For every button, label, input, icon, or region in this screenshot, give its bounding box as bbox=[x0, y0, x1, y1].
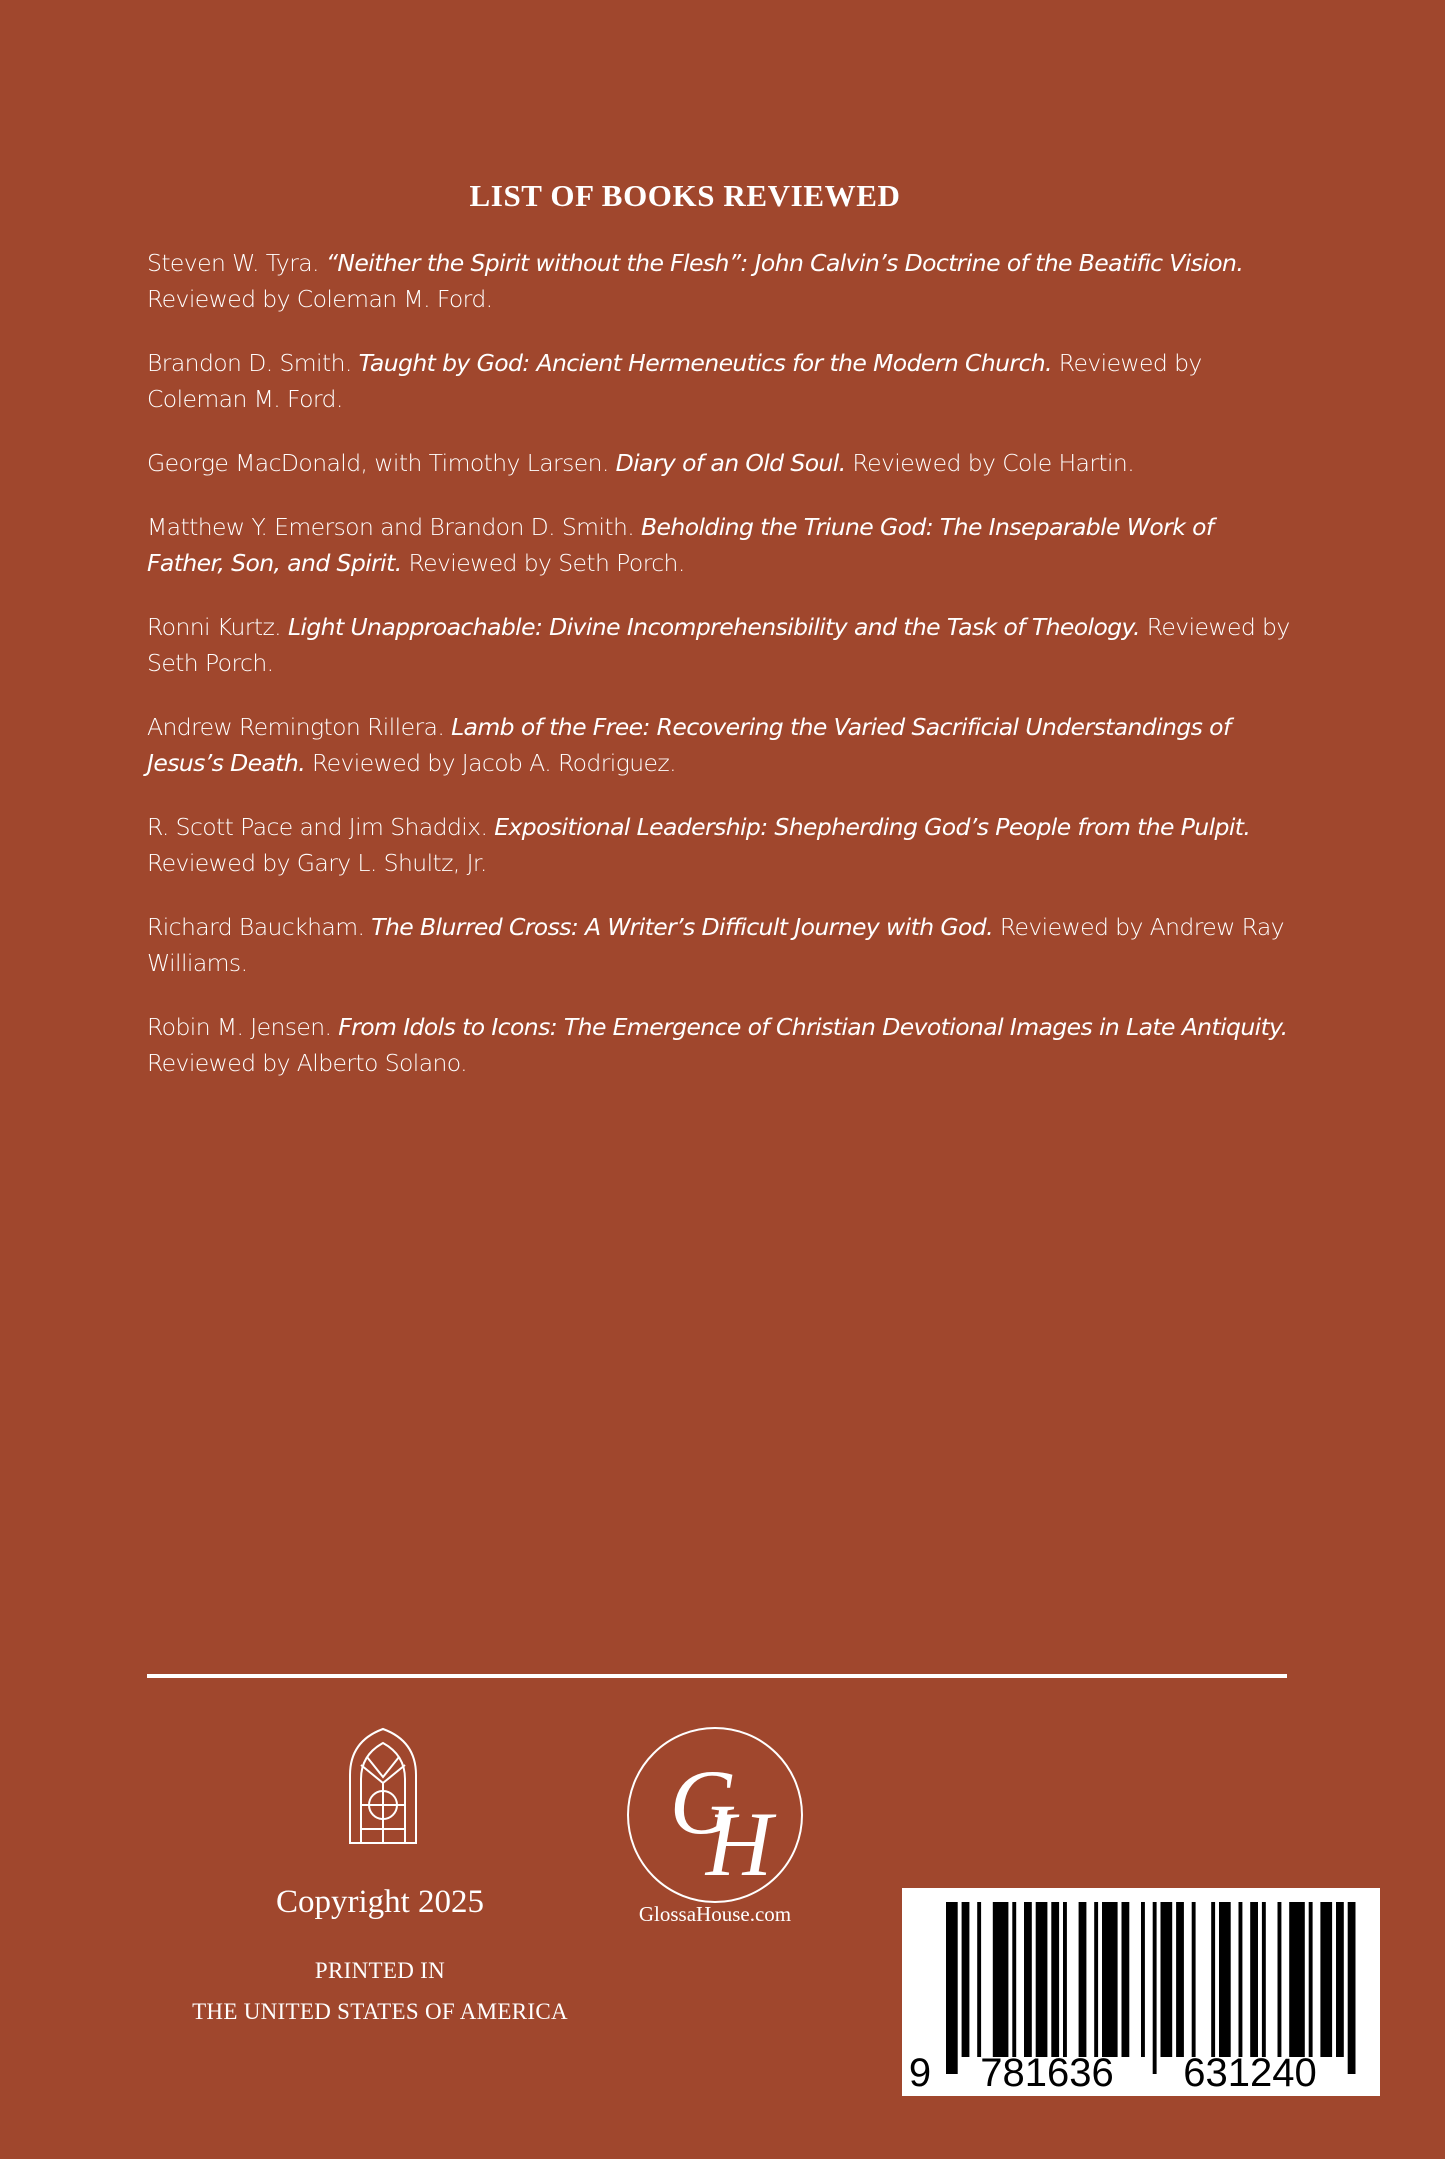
barcode-digits: 631240 bbox=[1183, 2051, 1317, 2095]
review-title: Expositional Leadership: Shepherding God’s People from the Pulpit. bbox=[494, 813, 1251, 841]
review-author: Brandon D. Smith. bbox=[147, 349, 359, 377]
barcode bbox=[902, 1888, 1380, 2096]
review-reviewer: Reviewed by Gary L. Shultz, Jr. bbox=[147, 849, 487, 877]
printed-line-2: THE UNITED STATES OF AMERICA bbox=[192, 1999, 568, 2024]
review-title: Lamb of the Free: Recovering the Varied Sacrificial Understandings of Jesus’s Death. bbox=[147, 713, 1231, 777]
glossahouse-logo bbox=[627, 1727, 803, 1903]
review-reviewer: Reviewed by Andrew Ray Williams. bbox=[147, 913, 1284, 977]
review-author: Steven W. Tyra. bbox=[147, 249, 326, 277]
printed-in-text bbox=[140, 1950, 620, 2032]
logo-letter-g: G bbox=[669, 1751, 737, 1853]
barcode-bar bbox=[1079, 1902, 1087, 2057]
review-title: “Neither the Spirit without the Flesh”: John Calvin’s Doctrine of the Beatific Vision. bbox=[325, 249, 1244, 277]
barcode-bar bbox=[993, 1902, 1009, 2057]
barcode-bar bbox=[1153, 1902, 1157, 2074]
barcode-bar bbox=[1192, 1902, 1196, 2057]
barcode-bar bbox=[1094, 1902, 1098, 2057]
review-reviewer: Reviewed by Alberto Solano. bbox=[147, 1049, 468, 1077]
website-link[interactable]: GlossaHouse.com bbox=[638, 1902, 792, 1926]
barcode-bar bbox=[977, 1902, 981, 2057]
barcode-bar bbox=[1063, 1902, 1067, 2057]
review-entry bbox=[147, 509, 1295, 581]
barcode-bar bbox=[1122, 1902, 1130, 2057]
logo-letter-h: H bbox=[705, 1793, 773, 1895]
review-entry bbox=[147, 445, 1295, 481]
barcode-bar bbox=[1161, 1902, 1173, 2057]
divider-rule bbox=[147, 1674, 1287, 1678]
isbn-barcode bbox=[902, 1888, 1380, 2096]
barcode-bar bbox=[1141, 1902, 1145, 2057]
review-author: Robin M. Jensen. bbox=[147, 1013, 339, 1041]
barcode-bar bbox=[1012, 1902, 1016, 2057]
barcode-bar bbox=[1320, 1902, 1332, 2057]
review-title: The Blurred Cross: A Writer’s Difficult Journey with God. bbox=[371, 913, 993, 941]
review-author: R. Scott Pace and Jim Shaddix. bbox=[147, 813, 495, 841]
review-entry bbox=[147, 1009, 1295, 1081]
review-author: Matthew Y. Emerson and Brandon D. Smith. bbox=[147, 513, 642, 541]
barcode-bar bbox=[946, 1902, 958, 2074]
barcode-bar bbox=[1289, 1902, 1305, 2057]
copyright-text: Copyright 2025 bbox=[275, 1884, 485, 1920]
review-entry bbox=[147, 609, 1295, 681]
church-window-icon bbox=[347, 1727, 419, 1845]
review-author: George MacDonald, with Timothy Larsen. bbox=[147, 449, 616, 477]
review-entry bbox=[147, 245, 1295, 317]
reviews-list bbox=[147, 245, 1295, 1109]
review-reviewer: Reviewed by Seth Porch. bbox=[401, 549, 685, 577]
section-heading: LIST OF BOOKS REVIEWED bbox=[469, 178, 901, 213]
barcode-bar bbox=[1239, 1902, 1243, 2057]
barcode-digits: 9 bbox=[908, 2051, 932, 2095]
review-entry bbox=[147, 809, 1295, 881]
review-entry bbox=[147, 909, 1295, 981]
barcode-bar bbox=[1278, 1902, 1282, 2057]
review-title: Taught by God: Ancient Hermeneutics for the Modern Church. bbox=[358, 349, 1052, 377]
barcode-bar bbox=[1036, 1902, 1048, 2057]
gh-monogram bbox=[629, 1729, 805, 1905]
review-author: Andrew Remington Rillera. bbox=[147, 713, 452, 741]
barcode-bar bbox=[1309, 1902, 1313, 2057]
barcode-bar bbox=[1250, 1902, 1258, 2057]
barcode-bar bbox=[1102, 1902, 1118, 2057]
review-title: Diary of an Old Soul. bbox=[615, 449, 846, 477]
barcode-bar bbox=[1348, 1902, 1356, 2074]
barcode-bar bbox=[1051, 1902, 1059, 2057]
barcode-bar bbox=[1024, 1902, 1032, 2057]
barcode-bar bbox=[1262, 1902, 1266, 2057]
review-reviewer: Reviewed by Jacob A. Rodriguez. bbox=[305, 749, 676, 777]
barcode-bar bbox=[1211, 1902, 1215, 2057]
review-entry bbox=[147, 345, 1295, 417]
barcode-digits: 781636 bbox=[980, 2051, 1114, 2095]
barcode-bar bbox=[1219, 1902, 1231, 2057]
review-reviewer: Reviewed by Seth Porch. bbox=[147, 613, 1290, 677]
review-title: From Idols to Icons: The Emergence of Christian Devotional Images in Late Antiquity. bbox=[338, 1013, 1288, 1041]
barcode-bar bbox=[962, 1902, 970, 2057]
printed-line-1: PRINTED IN bbox=[314, 1958, 446, 1983]
review-reviewer: Reviewed by Cole Hartin. bbox=[845, 449, 1135, 477]
barcode-bar bbox=[1336, 1902, 1344, 2057]
review-entry bbox=[147, 709, 1295, 781]
review-author: Ronni Kurtz. bbox=[147, 613, 288, 641]
review-title: Light Unapproachable: Divine Incomprehensibility and the Task of Theology. bbox=[287, 613, 1140, 641]
review-title: Beholding the Triune God: The Inseparable Work of Father, Son, and Spirit. bbox=[147, 513, 1214, 577]
review-reviewer: Reviewed by Coleman M. Ford. bbox=[147, 285, 493, 313]
review-reviewer: Reviewed by Coleman M. Ford. bbox=[147, 349, 1202, 413]
barcode-bar bbox=[1176, 1902, 1184, 2057]
review-author: Richard Bauckham. bbox=[147, 913, 372, 941]
